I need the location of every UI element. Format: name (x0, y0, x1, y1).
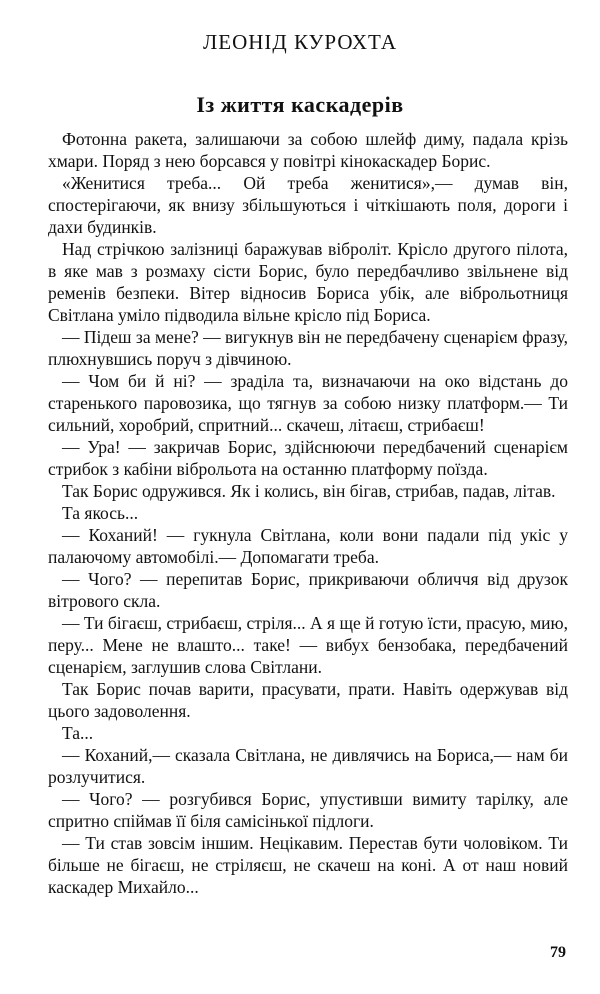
paragraph: Так Борис одружився. Як і колись, він бігав, стрибав, падав, літав. (62, 481, 556, 501)
paragraph: Так Борис почав варити, прасувати, прати. Навіть одержував від цього задоволення. (48, 679, 568, 721)
paragraph: — Чого? — перепитав Борис, прикриваючи обличчя від друзок вітрового скла. (48, 569, 568, 611)
author-name: ЛЕОНІД КУРОХТА (203, 30, 397, 54)
story-body (48, 128, 568, 898)
paragraph: «Женитися треба... Ой треба женитися»,— думав він, спостерігаючи, як внизу збільшуються і чіткішають поля, дороги і дахи будинків. (48, 173, 568, 237)
paragraph: — Ти бігаєш, стрибаєш, стріля... А я ще й готую їсти, прасую, мию, перу... Мене не влаштo... таке! — вибух бензобака, передбачений сценарієм, заглушив слова Світлани. (48, 613, 568, 677)
paragraph: — Чого? — розгубився Борис, упустивши вимиту тарілку, але спритно спіймав її біля самісінької підлоги. (48, 789, 568, 831)
paragraph: Та... (62, 723, 94, 743)
paragraph: Фотонна ракета, залишаючи за собою шлейф диму, падала крізь хмари. Поряд з нею борсався у повітрі кінокаскадер Борис. (48, 129, 568, 171)
paragraph: — Ура! — закричав Борис, здійснюючи передбачений сценарієм стрибок з кабіни віброльота на останню платформу поїзда. (48, 437, 568, 479)
page-number: 79 (550, 944, 566, 961)
story-title: Із життя каскадерів (196, 92, 404, 117)
paragraph: — Підеш за мене? — вигукнув він не передбачену сценарієм фразу, плюхнувшись поруч з дівчиною. (48, 327, 568, 369)
paragraph: — Чом би й ні? — зраділа та, визначаючи на око відстань до старенького паровозика, що тягнув за собою низку платформ.— Ти сильний, хоробрий, спритний... скачеш, літаєш, стрибаєш! (48, 371, 568, 435)
paragraph: — Ти став зовсім іншим. Нецікавим. Перестав бути чоловіком. Ти більше не бігаєш, не стріляєш, не скачеш на коні. А от наш новий каскадер Михайло... (48, 833, 568, 897)
paragraph: Та якось... (62, 503, 139, 523)
paragraph: — Коханий! — гукнула Світлана, коли вони падали під укіс у палаючому автомобілі.— Допомагати треба. (48, 525, 568, 567)
paragraph: Над стрічкою залізниці баражував вібролiт. Крісло другого пілота, в яке мав з розмаху сісти Борис, було передбачливо звільнене від ременів безпеки. Вітер відносив Бориса убік, але віброльотниця Світлана уміло підводила вільне крісло під Бориса. (48, 239, 568, 325)
paragraph: — Коханий,— сказала Світлана, не дивлячись на Бориса,— нам би розлучитися. (48, 745, 568, 787)
